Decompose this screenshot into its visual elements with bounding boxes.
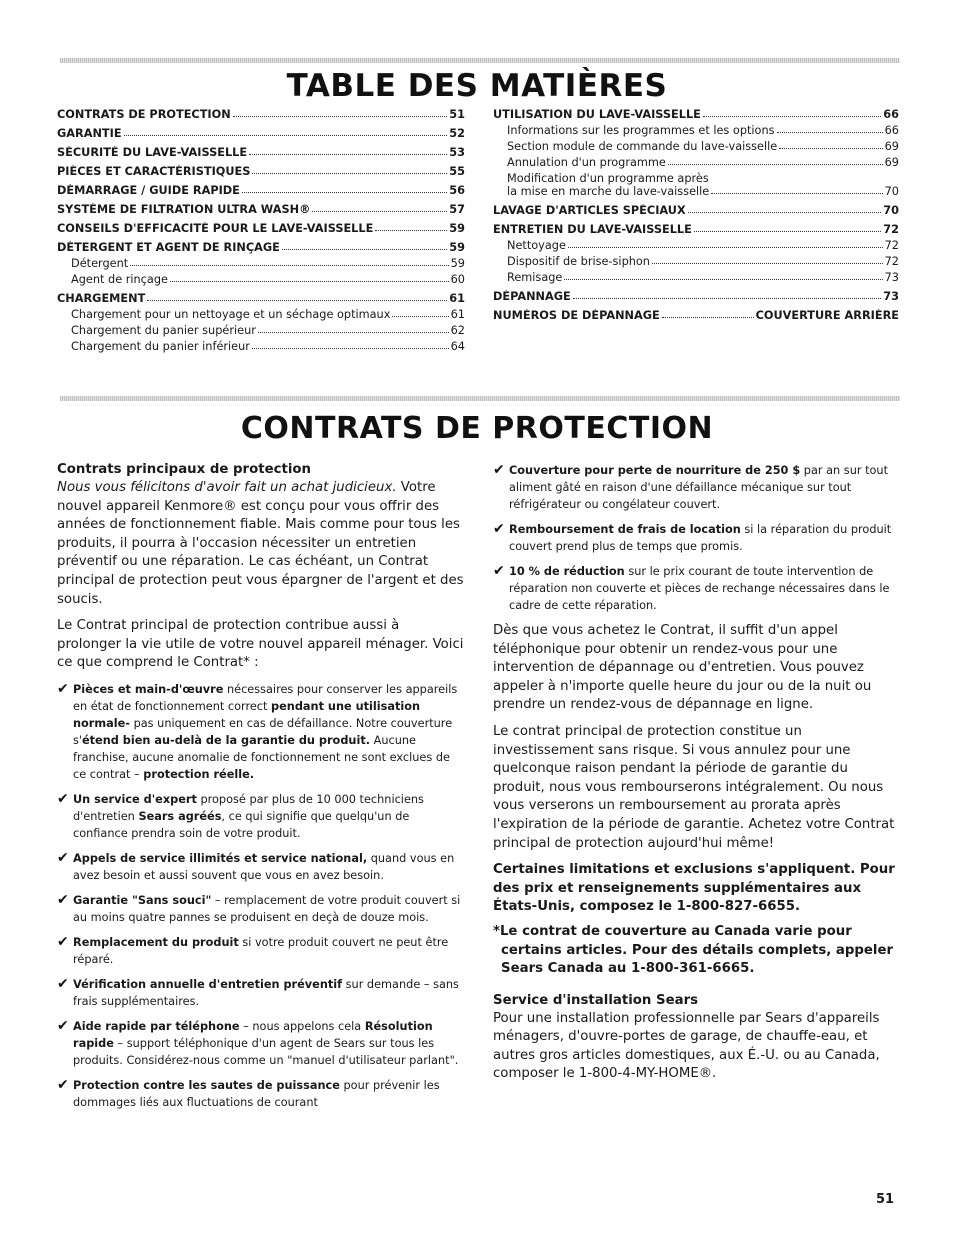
toc-entry [493, 172, 899, 185]
toc-leader-dots [233, 115, 448, 117]
contract-benefits-paragraph: Le Contrat principal de protection contribue aussi à prolonger la vie utile de votre nouvel appareil ménager. Voici ce que comprend le Contrat* : [57, 618, 464, 671]
toc-entry [57, 222, 465, 235]
toc-entry-page: 70 [884, 185, 899, 198]
benefit-bold: protection réelle. [143, 767, 255, 781]
checkmark-icon: ✔ [57, 975, 69, 992]
toc-leader-dots [662, 316, 754, 318]
toc-entry-label: SYSTÈME DE FILTRATION ULTRA WASH® [57, 203, 311, 216]
benefit-text [509, 462, 901, 513]
toc-entry-label: Agent de rinçage [71, 273, 168, 286]
toc-entry-page: COUVERTURE ARRIÈRE [755, 309, 899, 322]
toc-entry-label: Informations sur les programmes et les options [507, 124, 775, 137]
toc-entry-label: Détergent [71, 257, 129, 270]
benefit-bold: Appels de service illimités et service national, [73, 851, 368, 865]
toc-entry-label: ENTRETIEN DU LAVE-VAISSELLE [493, 223, 692, 236]
toc-leader-dots [392, 315, 448, 317]
benefit-bold: Remplacement du produit [73, 935, 239, 949]
toc-entry-label: LAVAGE D'ARTICLES SPÉCIAUX [493, 204, 686, 217]
toc-entry-page: 61 [450, 308, 465, 321]
toc-entry-label: DÉMARRAGE / GUIDE RAPIDE [57, 184, 240, 197]
toc-entry [57, 127, 465, 140]
toc-leader-dots [779, 147, 882, 149]
toc-leader-dots [375, 229, 447, 231]
benefit-item [57, 1018, 465, 1069]
checkmark-icon: ✔ [57, 680, 69, 697]
toc-entry [57, 340, 465, 353]
benefit-text [73, 681, 465, 783]
toc-leader-dots [249, 153, 447, 155]
toc-leader-dots [242, 191, 447, 193]
benefit-item [57, 976, 465, 1010]
checkmark-icon: ✔ [493, 462, 505, 478]
toc-leader-dots [147, 299, 447, 301]
toc-leader-dots [252, 172, 447, 174]
benefit-item [493, 521, 901, 555]
toc-entry [57, 184, 465, 197]
benefit-plain: si votre produit couvert ne peut être réparé. [73, 935, 449, 966]
toc-leader-dots [777, 131, 883, 133]
benefit-plain: si la réparation du produit couvert prend plus de temps que promis. [509, 523, 892, 553]
toc-leader-dots [694, 230, 881, 232]
checkmark-icon: ✔ [493, 521, 505, 537]
toc-entry-label: Section module de commande du lave-vaisselle [507, 140, 778, 153]
benefit-item [57, 791, 465, 842]
benefit-text [73, 934, 465, 968]
benefit-item [493, 563, 901, 614]
toc-entry-page: 59 [449, 241, 465, 254]
toc-right-column [493, 108, 899, 322]
toc-entry-label: UTILISATION DU LAVE-VAISSELLE [493, 108, 701, 121]
intro-paragraph [57, 479, 465, 609]
benefit-plain: par an sur tout aliment gâté en raison d'une défaillance mécanique sur tout réfrigérateur ou congélateur couvert. [509, 464, 889, 511]
benefit-text [73, 791, 465, 842]
benefit-item [57, 1077, 465, 1111]
benefit-plain: – remplacement de votre produit couvert si au moins quatre pannes se produisent en deçà de douze mois. [73, 893, 461, 924]
toc-entry-label: Remisage [507, 271, 563, 284]
checkmark-icon: ✔ [57, 849, 69, 866]
benefit-bold: Pièces et main-d'œuvre [73, 682, 224, 696]
toc-entry-page: 60 [450, 273, 465, 286]
toc-entry [493, 185, 899, 198]
toc-entry-label: DÉTERGENT ET AGENT DE RINÇAGE [57, 241, 280, 254]
benefit-bold: Couverture pour perte de nourriture de 250 $ [509, 464, 801, 477]
checkmark-icon: ✔ [57, 933, 69, 950]
risk-free-paragraph: Le contrat principal de protection constitue un investissement sans risque. Si vous annulez pour une quelconque raison pendant la période de garantie du produit, nous vous rembourserons intégralement. Ou nous vous verserons un remboursement au prorata après l'expiration de la période de garantie. Achetez votre Contrat principal de protection aujourd'hui même! [493, 723, 895, 851]
benefit-bold: Remboursement de frais de location [509, 523, 741, 536]
toc-entry-page: 62 [450, 324, 465, 337]
toc-title: TABLE DES MATIÈRES [286, 68, 668, 104]
toc-entry-label: GARANTIE [57, 127, 122, 140]
canada-note: *Le contrat de couverture au Canada varie pour certains articles. Pour des détails complets, appeler Sears Canada au 1-800-361-6665. [493, 923, 894, 977]
toc-leader-dots [170, 280, 449, 282]
toc-entry-page: 59 [450, 257, 465, 270]
benefit-text [73, 892, 465, 926]
toc-entry-label: CONSEILS D'EFFICACITÉ POUR LE LAVE-VAISSELLE [57, 222, 374, 235]
toc-entry-label: NUMÉROS DE DÉPANNAGE [493, 309, 660, 322]
toc-entry-page: 52 [449, 127, 465, 140]
install-heading: Service d'installation Sears [493, 992, 699, 1008]
toc-entry-page: 66 [883, 108, 899, 121]
contracts-title: CONTRATS DE PROTECTION [240, 411, 714, 446]
toc-entry-page: 59 [449, 222, 465, 235]
toc-leader-dots [703, 115, 881, 117]
contracts-right-column [493, 462, 901, 1092]
middle-rule [60, 396, 900, 401]
benefit-list-continued [493, 462, 901, 614]
toc-entry-page: 72 [884, 239, 899, 252]
benefit-item [57, 681, 465, 783]
intro-rest: Votre nouvel appareil Kenmore® est conçu pour vous offrir des années de fonctionnement fiable. Mais comme pour tous les produits, il pourra à l'occasion nécessiter un entretien préventif ou une réparation. Le cas échéant, un Contrat principal de protection peut vous épargner de l'argent et des soucis. [57, 480, 464, 607]
benefit-plain: pas uniquement en cas de défaillance. Notre couverture s' [73, 716, 453, 747]
toc-entry [493, 255, 899, 268]
toc-entry [57, 108, 465, 121]
benefit-text [73, 976, 465, 1010]
benefit-plain: proposé par plus de 10 000 techniciens d'entretien [73, 792, 424, 823]
toc-leader-dots [573, 297, 882, 299]
toc-entry-page: 69 [884, 140, 899, 153]
benefit-plain: , ce qui signifie que quelqu'un de confiance prendra soin de votre produit. [73, 809, 410, 840]
toc-leader-dots [652, 262, 883, 264]
toc-entry [493, 108, 899, 121]
contracts-heading: Contrats principaux de protection [57, 462, 311, 477]
toc-entry-page: 69 [884, 156, 899, 169]
checkmark-icon: ✔ [57, 790, 69, 807]
contracts-left-column [57, 462, 465, 1119]
toc-entry-page: 61 [449, 292, 465, 305]
toc-entry-label: Chargement du panier inférieur [71, 340, 250, 353]
benefit-bold: Résolution rapide [73, 1019, 433, 1050]
toc-entry-label: PIÈCES ET CARACTÉRISTIQUES [57, 165, 251, 178]
toc-entry-page: 70 [883, 204, 899, 217]
toc-leader-dots [282, 248, 447, 250]
toc-entry-label: Chargement du panier supérieur [71, 324, 256, 337]
page-number: 51 [876, 1192, 895, 1207]
toc-entry-page: 72 [883, 223, 899, 236]
toc-entry-page: 73 [883, 290, 899, 303]
benefit-plain: sur le prix courant de toute intervention de réparation non couverte et pièces de rechange nécessaires dans le cadre de cette réparation. [509, 565, 890, 612]
toc-entry-label: Annulation d'un programme [507, 156, 666, 169]
toc-entry-label: Dispositif de brise-siphon [507, 255, 650, 268]
toc-entry-label: DÉPANNAGE [493, 290, 571, 303]
benefit-plain: pour prévenir les dommages liés aux fluctuations de courant [73, 1078, 440, 1109]
benefit-bold: Garantie "Sans souci" [73, 893, 212, 907]
benefit-item [57, 892, 465, 926]
toc-entry-page: 73 [884, 271, 899, 284]
benefit-bold: Protection contre les sautes de puissance [73, 1078, 340, 1092]
toc-entry-label: CONTRATS DE PROTECTION [57, 108, 231, 121]
benefit-plain: sur demande – sans frais supplémentaires. [73, 977, 459, 1008]
checkmark-icon: ✔ [57, 1076, 69, 1093]
toc-entry [493, 204, 899, 217]
benefit-bold: pendant une utilisation normale- [73, 699, 421, 730]
toc-leader-dots [252, 347, 449, 349]
benefit-list [57, 681, 465, 1111]
toc-leader-dots [668, 163, 883, 165]
benefit-bold: étend bien au-delà de la garantie du produit. [82, 733, 371, 747]
toc-entry-label: Chargement pour un nettoyage et un séchage optimaux [71, 308, 391, 321]
benefit-bold: Vérification annuelle d'entretien préventif [73, 977, 343, 991]
toc-entry-page: 55 [449, 165, 465, 178]
toc-entry-page: 57 [449, 203, 465, 216]
toc-entry [57, 203, 465, 216]
toc-entry-page: 53 [449, 146, 465, 159]
toc-entry-page: 64 [450, 340, 465, 353]
benefit-plain: – nous appelons cela [239, 1019, 365, 1033]
benefit-bold: 10 % de réduction [509, 565, 625, 578]
toc-entry [57, 146, 465, 159]
toc-entry [493, 124, 899, 137]
benefit-text [73, 1077, 465, 1111]
benefit-plain: – support téléphonique d'un agent de Sears sur tous les produits. Considérez-nous comme un "manuel d'utilisateur parlant". [73, 1036, 459, 1067]
toc-entry [493, 156, 899, 169]
limitations-paragraph: Certaines limitations et exclusions s'appliquent. Pour des prix et renseignements supplémentaires aux États-Unis, composez le 1-800-827-6655. [493, 862, 895, 915]
benefit-bold: Sears agréés [138, 809, 222, 823]
toc-entry [57, 273, 465, 286]
toc-entry-label: SÉCURITÉ DU LAVE-VAISSELLE [57, 146, 248, 159]
toc-leader-dots [568, 246, 883, 248]
checkmark-icon: ✔ [57, 891, 69, 908]
toc-leader-dots [564, 278, 882, 280]
benefit-text [73, 1018, 465, 1069]
toc-leader-dots [124, 134, 448, 136]
toc-entry-page: 66 [884, 124, 899, 137]
benefit-bold: Aide rapide par téléphone [73, 1019, 240, 1033]
toc-entry-label: CHARGEMENT [57, 292, 146, 305]
benefit-plain: Aucune franchise, aucune anomalie de fonctionnement ne sont exclues de ce contrat – [73, 733, 450, 781]
toc-entry [493, 309, 899, 322]
call-paragraph: Dès que vous achetez le Contrat, il suffit d'un appel téléphonique pour obtenir un rendez-vous pour une intervention de dépannage ou d'entretien. Vous pouvez appeler à n'importe quelle heure du jour ou de la nuit ou prendre un rendez-vous de dépannage en ligne. [493, 623, 872, 713]
toc-leader-dots [711, 192, 882, 194]
toc-leader-dots [130, 264, 448, 266]
toc-entry [57, 292, 465, 305]
toc-entry [493, 140, 899, 153]
intro-italic: Nous vous félicitons d'avoir fait un achat judicieux. [57, 480, 397, 495]
benefit-plain: quand vous en avez besoin et aussi souvent que vous en avez besoin. [73, 851, 455, 882]
toc-entry [57, 308, 465, 321]
toc-entry-page: 56 [449, 184, 465, 197]
benefit-item [57, 850, 465, 884]
toc-entry [493, 223, 899, 236]
install-paragraph: Pour une installation professionnelle par Sears d'appareils ménagers, d'ouvre-portes de garage, de chauffe-eau, et autres gros articles domestiques, aux É.-U. ou au Canada, composer le 1-800-4-MY-HOME®. [493, 1010, 880, 1082]
benefit-bold: Un service d'expert [73, 792, 197, 806]
toc-entry [493, 290, 899, 303]
benefit-plain: nécessaires pour conserver les appareils en état de fonctionnement correct [73, 682, 458, 713]
toc-leader-dots [688, 211, 882, 213]
toc-entry [57, 257, 465, 270]
toc-entry [57, 165, 465, 178]
benefit-item [57, 934, 465, 968]
benefit-item [493, 462, 901, 513]
toc-entry-label: la mise en marche du lave-vaisselle [507, 185, 710, 198]
benefit-text [509, 521, 901, 555]
toc-leader-dots [312, 210, 447, 212]
toc-entry-label: Modification d'un programme après [507, 172, 709, 185]
toc-entry [57, 324, 465, 337]
toc-left-column [57, 108, 465, 353]
toc-entry [493, 271, 899, 284]
checkmark-icon: ✔ [493, 563, 505, 579]
toc-entry-page: 72 [884, 255, 899, 268]
toc-leader-dots [258, 331, 449, 333]
toc-entry-label: Nettoyage [507, 239, 566, 252]
top-rule [60, 58, 900, 63]
toc-entry [57, 241, 465, 254]
benefit-text [73, 850, 465, 884]
toc-entry-page: 51 [449, 108, 465, 121]
benefit-text [509, 563, 901, 614]
checkmark-icon: ✔ [57, 1017, 69, 1034]
toc-entry [493, 239, 899, 252]
